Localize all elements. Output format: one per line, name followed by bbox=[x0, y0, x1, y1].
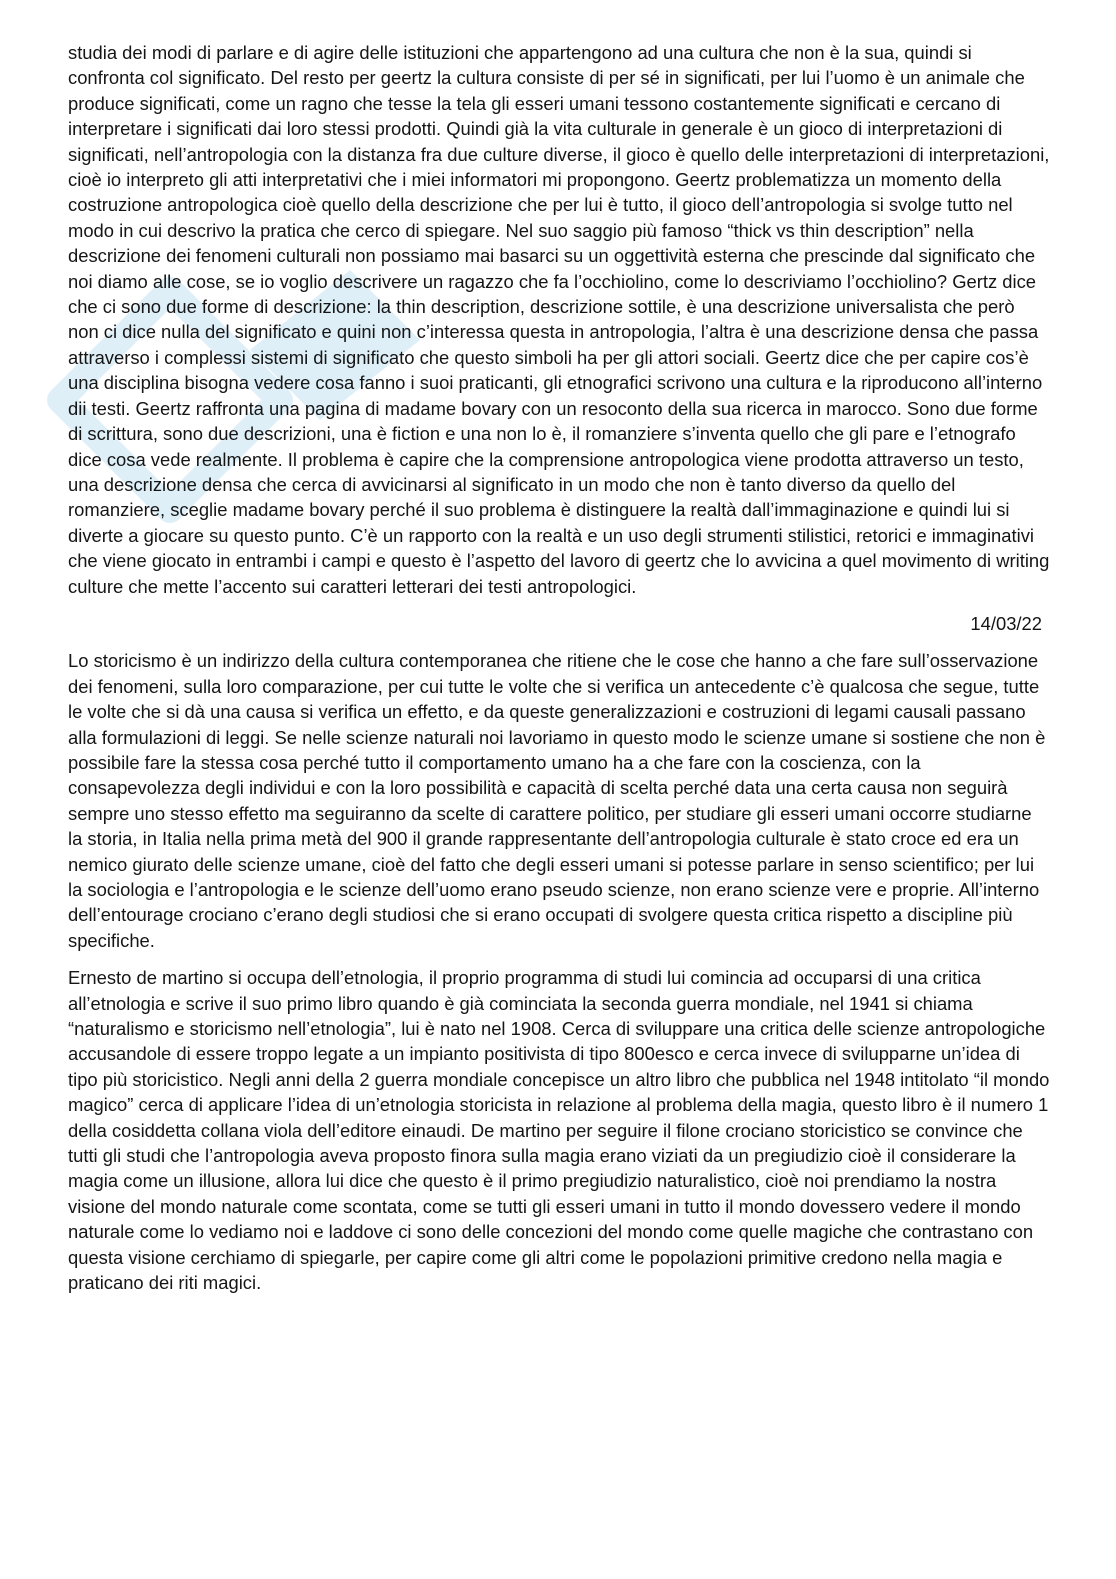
paragraph-storicismo: Lo storicismo è un indirizzo della cultura contemporanea che ritiene che le cose che hanno a che fare sull’osservazione dei fenomeni, sulla loro comparazione, per cui tutte le volte che si verifica un antecedente c’è qualcosa che segue, tutte le volte che si dà una causa si verifica un effetto, e da queste generalizzazioni e costruzioni di legami causali passano alla formulazioni di leggi. Se nelle scienze naturali noi lavoriamo in questo modo le scienze umane si sostiene che non è possibile fare la stessa cosa perché tutto il comportamento umano ha a che fare con la coscienza, con la consapevolezza degli individui e con la loro possibilità e capacità di scelta perché data una certa causa non seguirà sempre uno stesso effetto ma seguiranno da scelte di carattere politico, per studiare gli esseri umani occorre studiarne la storia, in Italia nella prima metà del 900 il grande rappresentante dell’antropologia culturale è stato croce ed era un nemico giurato delle scienze umane, cioè del fatto che degli esseri umani si potesse parlare in senso scientifico; per lui la sociologia e l’antropologia e le scienze dell’uomo erano pseudo scienze, non erano scienze vere e proprie. All’interno dell’entourage crociano c’erano degli studiosi che si erano occupati di svolgere questa critica rispetto a discipline più specifiche. bbox=[68, 650, 1046, 951]
paragraph-geertz: studia dei modi di parlare e di agire delle istituzioni che appartengono ad una cultura che non è la sua, quindi si confronta col significato. Del resto per geertz la cultura consiste di per sé in significati, per lui l’uomo è un animale che produce significati, come un ragno che tesse la tela gli esseri umani tessono costantemente significati e cercano di interpretare i significati dai loro stessi prodotti. Quindi già la vita culturale in generale è un gioco di interpretazioni di significati, nell’antropologia con la distanza fra due culture diverse, il gioco è quello delle interpretazioni di interpretazioni, cioè io interpreto gli atti interpretativi che i miei informatori mi propongono. Geertz problematizza un momento della costruzione antropologica cioè quello della descrizione che per lui è tutto, il gioco dell’antropologia si svolge tutto nel modo in cui descrivo la pratica che cerco di spiegare. Nel suo saggio più famoso “thick vs thin description” nella descrizione dei fenomeni culturali non possiamo mai basarci su un oggettività esterna che prescinde dal significato che noi diamo alle cose, se io voglio descrivere un ragazzo che fa l’occhiolino, come lo descriviamo l’occhiolino? Gertz dice che ci sono due forme di descrizione: la thin description, descrizione sottile, è una descrizione universalista che però non ci dice nulla del significato e quini non c’interessa questa in antropologia, l’altra è una descrizione densa che passa attraverso i complessi sistemi di significato che questo simboli ha per gli attori sociali. Geertz dice che per capire cos’è una disciplina bisogna vedere cosa fanno i suoi praticanti, gli etnografici scrivono una cultura e la riproducono all’interno dii testi. Geertz raffronta una pagina di madame bovary con un resoconto della sua ricerca in marocco. Sono due forme di scrittura, sono due descrizioni, una è fiction e una non lo è, il romanziere s’inventa quello che gli pare e l’etnografo dice cosa vede realmente. Il problema è capire che la comprensione antropologica viene prodotta attraverso un testo, una descrizione densa che cerca di avvicinarsi al significato in un modo che non è tanto diverso da quello del romanziere, sceglie madame bovary perché il suo problema è distinguere la realtà dall’immaginazione e quindi lui si diverte a giocare su questo punto. C’è un rapporto con la realtà e un uso degli strumenti stilistici, retorici e immaginativi che viene giocato in entrambi i campi e questo è l’aspetto del lavoro di geertz che lo avvicina a quel movimento di writing culture che mette l’accento sui caratteri letterari dei testi antropologici. bbox=[68, 42, 1050, 597]
lecture-date: 14/03/22 bbox=[970, 612, 1042, 634]
document-body bbox=[68, 40, 1050, 1296]
paragraph-de-martino: Ernesto de martino si occupa dell’etnologia, il proprio programma di studi lui comincia ad occuparsi di una critica all’etnologia e scrive il suo primo libro quando è già cominciata la seconda guerra mondiale, nel 1941 si chiama “naturalismo e storicismo nell’etnologia”, lui è nato nel 1908. Cerca di sviluppare una critica delle scienze antropologiche accusandole di essere troppo legate a un impianto positivista di tipo 800esco e cerca invece di svilupparne un’idea di tipo più storicistico. Negli anni della 2 guerra mondiale concepisce un altro libro che pubblica nel 1948 intitolato “il mondo magico” cerca di applicare l’idea di un’etnologia storicista in relazione al problema della magia, questo libro è il numero 1 della cosiddetta collana viola dell’editore einaudi. De martino per seguire il filone crociano storicistico se convince che tutti gli studi che l’antropologia aveva proposto finora sulla magia erano viziati da un pregiudizio cioè il considerare la magia come un illusione, allora lui dice che questo è il primo pregiudizio naturalistico, cioè noi prendiamo la nostra visione del mondo naturale come scontata, come se tutti gli esseri umani in tutto il mondo dovessero vedere il mondo naturale come lo vediamo noi e laddove ci sono delle concezioni del mondo come quelle magiche che contrastano con questa visione cerchiamo di spiegarle, per capire come gli altri come le popolazioni primitive credono nella magia e praticano dei riti magici. bbox=[68, 967, 1050, 1294]
